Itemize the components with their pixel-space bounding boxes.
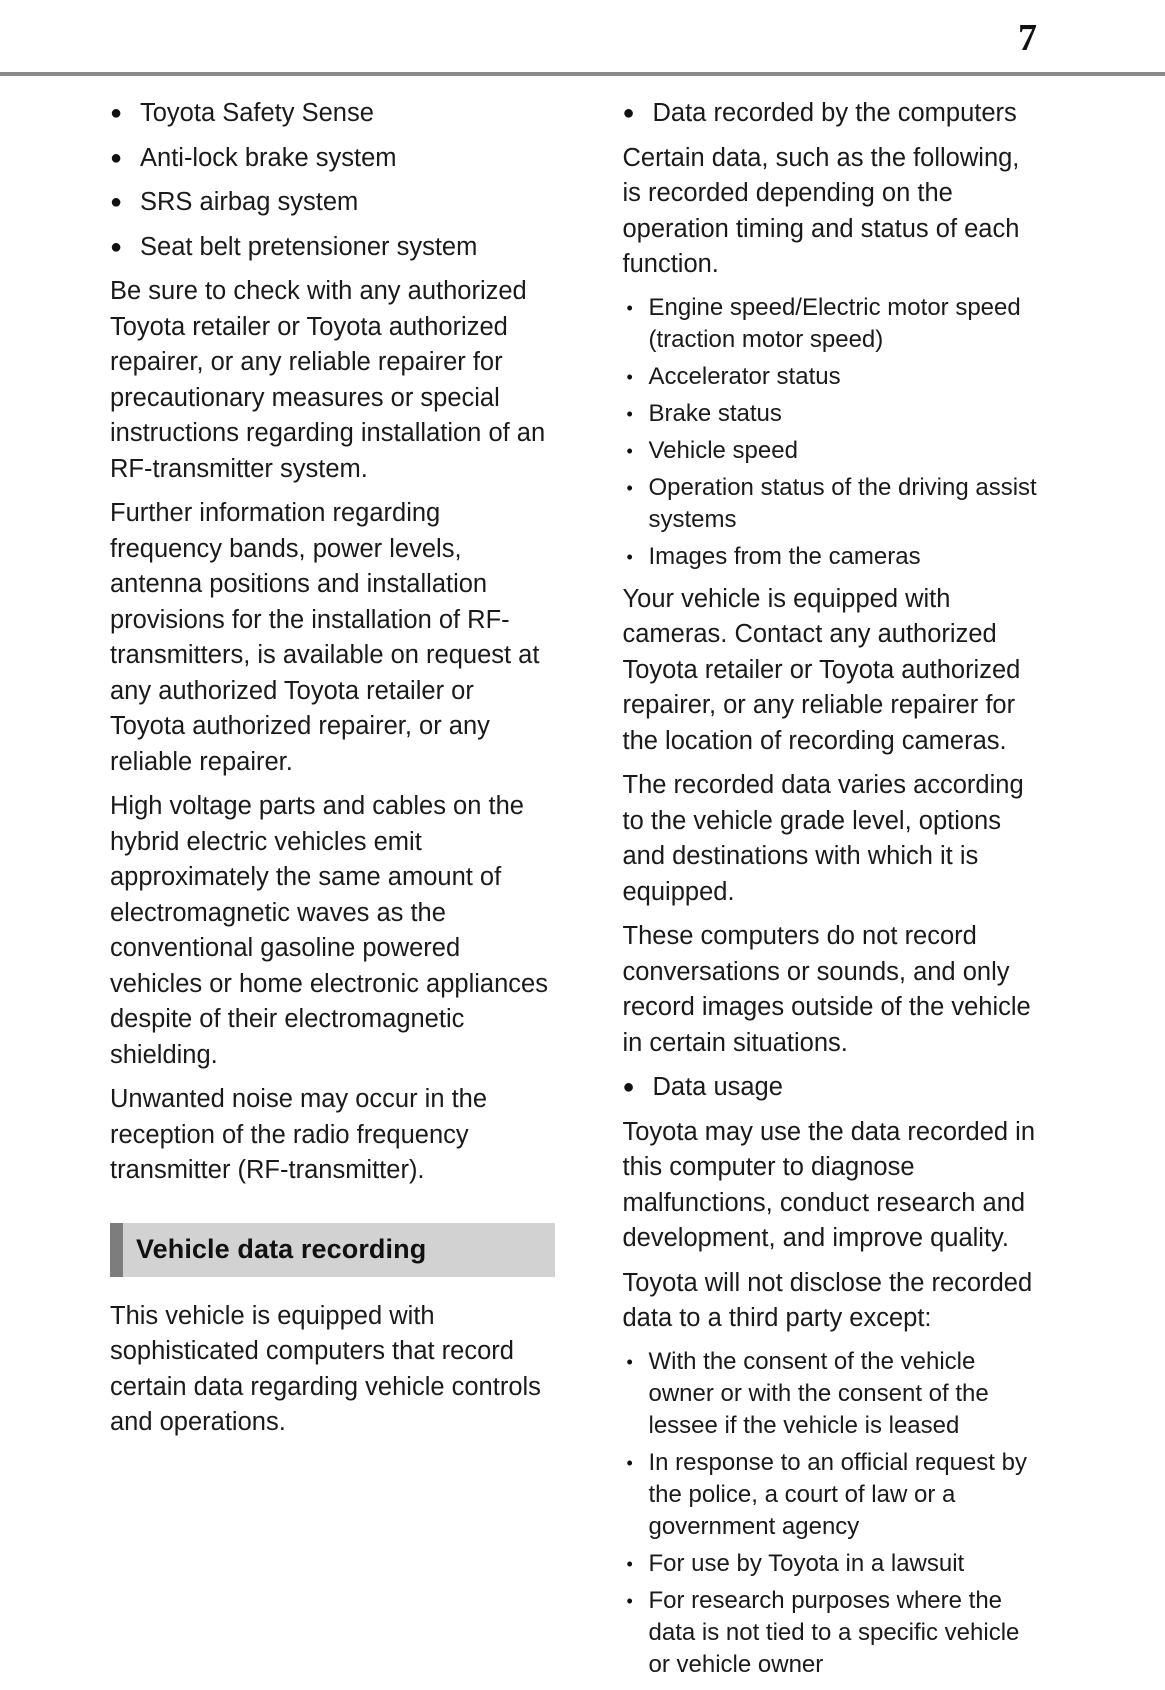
- paragraph: The recorded data varies according to the vehicle grade level, options and destinations with which it is equipped.: [623, 768, 1038, 910]
- heading-data-recorded: [623, 96, 1038, 132]
- bullet-small-icon: •: [623, 1346, 649, 1378]
- list-item: [623, 472, 1038, 536]
- list-item: [623, 398, 1038, 430]
- bullet-small-icon: •: [623, 1585, 649, 1617]
- bullet-small-icon: •: [623, 1447, 649, 1479]
- paragraph: Toyota may use the data recorded in this computer to diagnose malfunctions, conduct research and development, and improve quality.: [623, 1115, 1038, 1257]
- bullet-small-icon: •: [623, 398, 649, 430]
- paragraph: Be sure to check with any authorized Toyota retailer or Toyota authorized repairer, or any reliable repairer for precautionary measures or special instructions regarding installation of an RF-transmitter system.: [110, 274, 555, 487]
- paragraph: Further information regarding frequency bands, power levels, antenna positions and installation provisions for the installation of RF-transmitters, is available on request at any authorized Toyota retailer or Toyota authorized repairer, or any reliable repairer.: [110, 496, 555, 780]
- paragraph: Unwanted noise may occur in the reception of the radio frequency transmitter (RF-transmitter).: [110, 1082, 555, 1189]
- list-item-label: With the consent of the vehicle owner or with the consent of the lessee if the vehicle is leased: [649, 1346, 1038, 1442]
- page-body: [0, 76, 1165, 1690]
- list-item-label: For research purposes where the data is not tied to a specific vehicle or vehicle owner: [649, 1585, 1038, 1681]
- list-item-label: Seat belt pretensioner system: [140, 230, 555, 266]
- heading-label: Data recorded by the computers: [653, 96, 1038, 132]
- list-item-label: SRS airbag system: [140, 185, 555, 221]
- paragraph: Your vehicle is equipped with cameras. Contact any authorized Toyota retailer or Toyota authorized repairer, or any reliable repairer for the location of recording cameras.: [623, 582, 1038, 760]
- paragraph: High voltage parts and cables on the hybrid electric vehicles emit approximately the same amount of electromagnetic waves as the conventional gasoline powered vehicles or home electronic appliances despite of their electromagnetic shielding.: [110, 789, 555, 1073]
- list-item: [623, 361, 1038, 393]
- section-heading-title: Vehicle data recording: [123, 1223, 555, 1277]
- list-item-label: Images from the cameras: [649, 541, 1038, 573]
- list-item: [110, 96, 555, 132]
- list-item-label: For use by Toyota in a lawsuit: [649, 1548, 1038, 1580]
- paragraph: Toyota will not disclose the recorded data to a third party except:: [623, 1266, 1038, 1337]
- list-item: [623, 1447, 1038, 1543]
- list-item-label: Engine speed/Electric motor speed (traction motor speed): [649, 292, 1038, 356]
- bullet-large-icon: ●: [110, 141, 140, 177]
- bullet-small-icon: •: [623, 541, 649, 573]
- bullet-large-icon: ●: [623, 96, 653, 132]
- page-header: [0, 0, 1165, 72]
- section-heading-band: [110, 1223, 555, 1277]
- section-accent-bar: [110, 1223, 123, 1277]
- bullet-small-icon: •: [623, 361, 649, 393]
- list-item-label: Accelerator status: [649, 361, 1038, 393]
- page-number: 7: [1018, 16, 1037, 60]
- list-item: [623, 541, 1038, 573]
- list-item-label: Toyota Safety Sense: [140, 96, 555, 132]
- paragraph: This vehicle is equipped with sophisticated computers that record certain data regarding vehicle controls and operations.: [110, 1299, 555, 1441]
- list-item: [623, 1346, 1038, 1442]
- bullet-small-icon: •: [623, 472, 649, 504]
- disclosure-list: [623, 1346, 1038, 1681]
- list-item: [623, 292, 1038, 356]
- list-item-label: Brake status: [649, 398, 1038, 430]
- bullet-large-icon: ●: [110, 96, 140, 132]
- list-item: [110, 141, 555, 177]
- bullet-large-icon: ●: [110, 230, 140, 266]
- recorded-data-list: [623, 292, 1038, 573]
- bullet-small-icon: •: [623, 292, 649, 324]
- bullet-small-icon: •: [623, 1548, 649, 1580]
- paragraph: Certain data, such as the following, is recorded depending on the operation timing and status of each function.: [623, 141, 1038, 283]
- right-column: [583, 96, 1165, 1690]
- bullet-large-icon: ●: [623, 1070, 653, 1106]
- list-item: [623, 1585, 1038, 1681]
- list-item-label: Vehicle speed: [649, 435, 1038, 467]
- feature-list: [110, 96, 555, 265]
- list-item: [110, 185, 555, 221]
- bullet-large-icon: ●: [110, 185, 140, 221]
- list-item: [623, 1548, 1038, 1580]
- heading-label: Data usage: [653, 1070, 1038, 1106]
- list-item-label: Operation status of the driving assist systems: [649, 472, 1038, 536]
- list-item: [623, 435, 1038, 467]
- paragraph: These computers do not record conversations or sounds, and only record images outside of the vehicle in certain situations.: [623, 919, 1038, 1061]
- list-item: [110, 230, 555, 266]
- list-item-label: In response to an official request by the police, a court of law or a government agency: [649, 1447, 1038, 1543]
- bullet-small-icon: •: [623, 435, 649, 467]
- heading-data-usage: [623, 1070, 1038, 1106]
- list-item-label: Anti-lock brake system: [140, 141, 555, 177]
- left-column: [0, 96, 583, 1690]
